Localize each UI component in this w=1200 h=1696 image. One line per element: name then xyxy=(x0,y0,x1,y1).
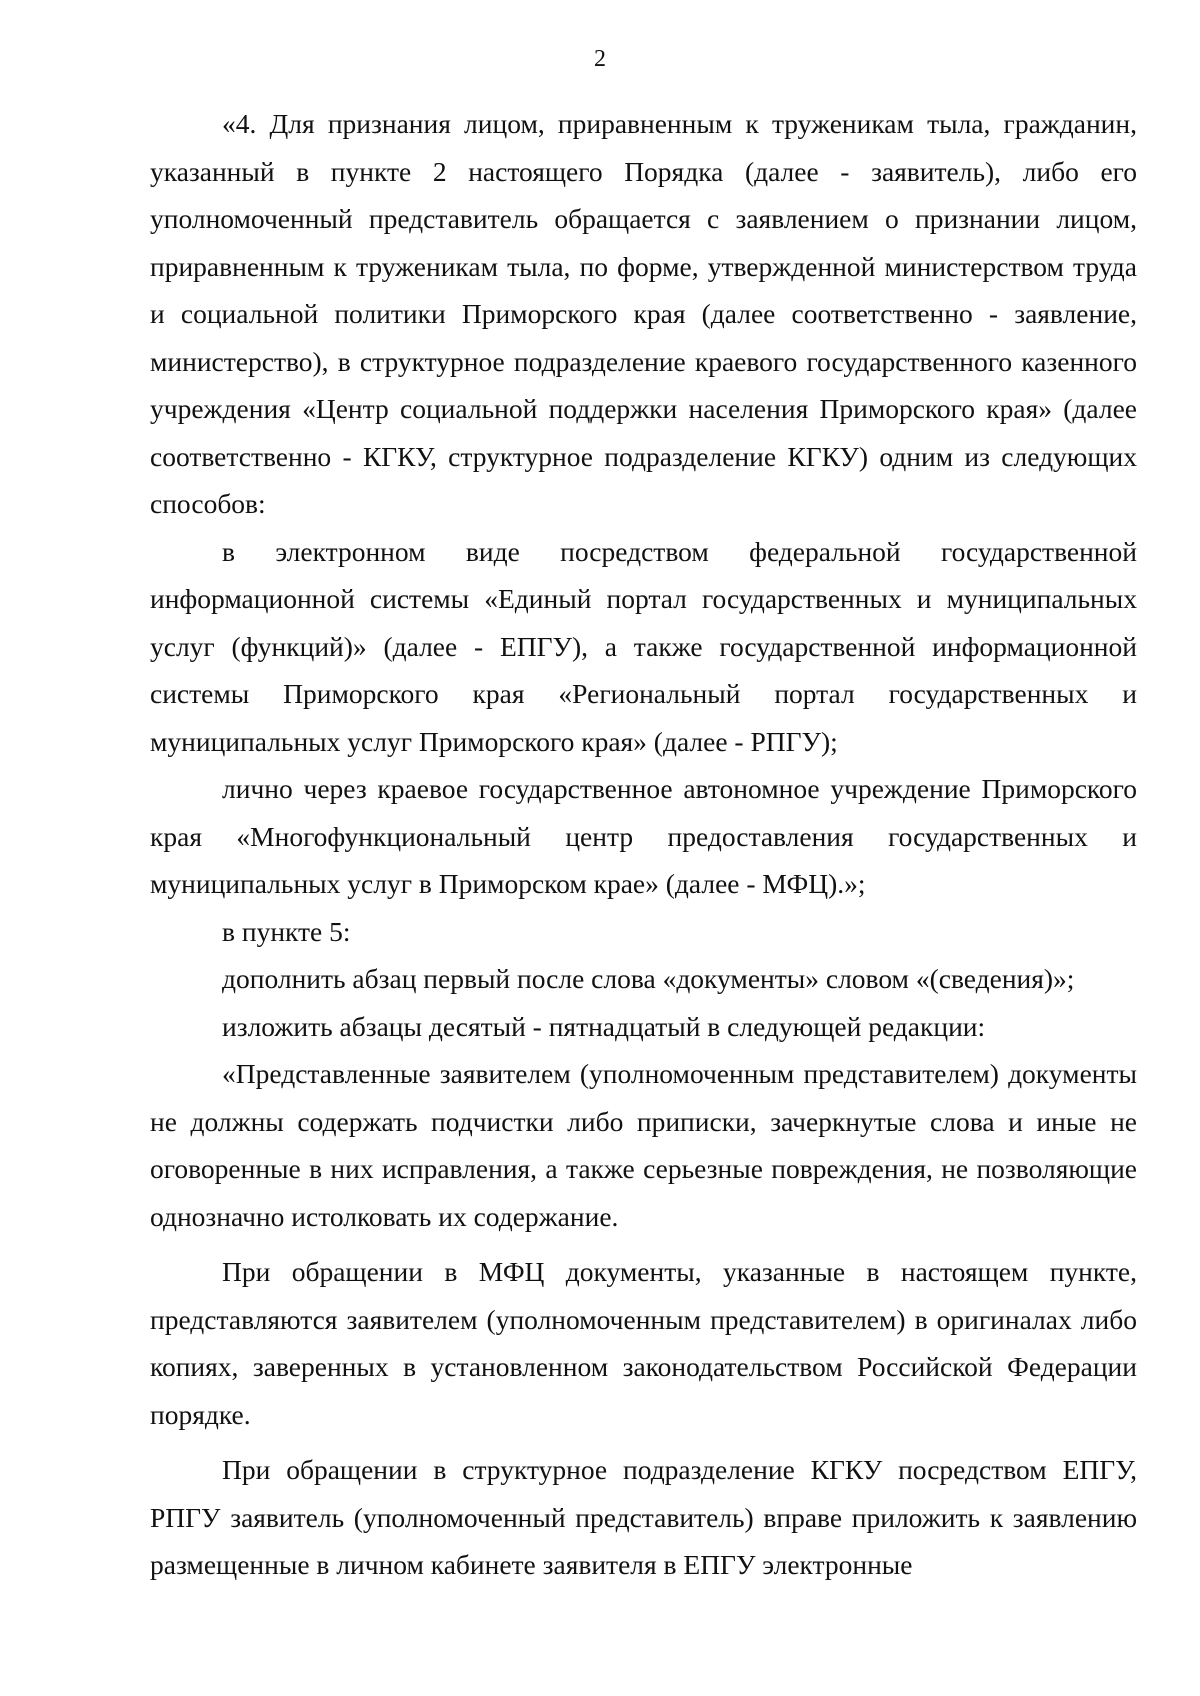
paragraph-document-requirements: «Представленные заявителем (уполномоченным представителем) документы не должны содержать подчистки либо приписки, зачеркнутые слова и иные не оговоренные в них исправления, а также серьезные повреждения, не позволяющие однозначно истолковать их содержание. xyxy=(150,1058,1137,1232)
paragraph-amend-first-clause: дополнить абзац первый после слова «документы» словом «(сведения)»; xyxy=(222,963,1075,994)
paragraph-electronic-submission: в электронном виде посредством федеральной государственной информационной системы «Единый портал государственных и муниципальных услуг (функций)» (далее - ЕПГУ), а также государственной информационной системы Приморского края «Региональный портал государственных и муниципальных услуг Приморского края» (далее - РПГУ); xyxy=(150,535,1137,757)
page-number: 2 xyxy=(594,46,606,72)
document-body xyxy=(150,100,1137,1589)
paragraph-point-5-heading: в пункте 5: xyxy=(222,915,351,947)
paragraph-in-person-submission: лично через краевое государственное автономное учреждение Приморского края «Многофункциональный центр предоставления государственных и муниципальных услуг в Приморском крае» (далее - МФЦ).»; xyxy=(150,773,1137,899)
paragraph-restate-clauses: изложить абзацы десятый - пятнадцатый в следующей редакции: xyxy=(222,1010,986,1042)
paragraph-mfc-documents: При обращении в МФЦ документы, указанные в настоящем пункте, представляются заявителем (уполномоченным представителем) в оригиналах либо копиях, заверенных в установленном законодательством Российской Федерации порядке. xyxy=(150,1256,1137,1430)
paragraph-epgu-attachments: При обращении в структурное подразделение КГКУ посредством ЕПГУ, РПГУ заявитель (уполномоченный представитель) вправе приложить к заявлению размещенные в личном кабинете заявителя в ЕПГУ электронные xyxy=(150,1454,1137,1580)
paragraph-application-methods: «4. Для признания лицом, приравненным к труженикам тыла, гражданин, указанный в пункте 2 настоящего Порядка (далее - заявитель), либо его уполномоченный представитель обращается с заявлением о признании лицом, приравненным к труженикам тыла, по форме, утвержденной министерством труда и социальной политики Приморского края (далее соответственно - заявление, министерство), в структурное подразделение краевого государственного казенного учреждения «Центр социальной поддержки населения Приморского края» (далее соответственно - КГКУ, структурное подразделение КГКУ) одним из следующих способов: xyxy=(150,108,1137,519)
